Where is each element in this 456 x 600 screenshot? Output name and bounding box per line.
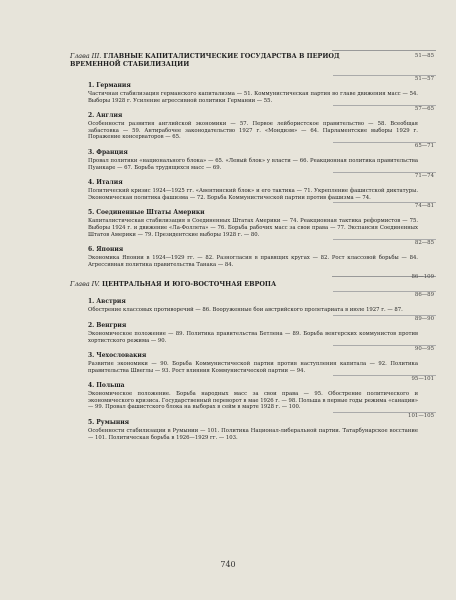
section-text: Политический кризис 1924—1925 гг. «Авентинский блок» и его тактика — 71. Укрепление фашистской диктатуры. Экономическая политика фашизма — 72. Борьба Коммунистической партии против фашизма — 74. (88, 188, 418, 201)
section-italy (88, 173, 434, 201)
section-pages: 90—95 (414, 346, 434, 353)
section-text: Обострение классовых противоречий — 86. Вооруженные бои австрийского пролетариата в июле 1927 г. — 87. (88, 307, 403, 314)
section-title: 5. Соединенные Штаты Америки (88, 209, 205, 217)
section-text: Развитие экономики — 90. Борьба Коммунистической партии против наступления капитала — 92. Политика правительства Швеглы — 93. Рост влияния Коммунистической партии — 94. (88, 361, 418, 374)
section-title: 1. Германия (88, 82, 131, 89)
section-text: Экономика Японии в 1924—1929 гг. — 82. Разногласия в правящих кругах — 82. Рост классовой борьбы — 84. Агрессивная политика правительства Танака — 84. (88, 255, 418, 268)
chapter-pages: 51—85 (414, 53, 434, 59)
section-title: 3. Франция (88, 148, 128, 156)
section-france (88, 142, 434, 171)
section-pages: 71—74 (414, 173, 434, 180)
section-pages: 65—71 (414, 142, 434, 149)
section-czechoslovakia (88, 346, 434, 374)
chapter-number: Глава III. (70, 52, 102, 60)
section-pages: 57—65 (414, 106, 434, 113)
section-austria (88, 292, 434, 314)
section-pages: 82—85 (414, 240, 434, 247)
section-pages: 89—90 (414, 315, 434, 322)
page-number: 740 (220, 560, 236, 569)
section-title: 5. Румыния (88, 419, 130, 427)
section-text: Частичная стабилизация германского капитализма — 51. Коммунистическая партия во главе движения масс — 54. Выборы 1928 г. Усиление агрессивной политики Германии — 55. (88, 91, 418, 104)
section-title: 4. Польша (88, 382, 125, 390)
section-text: Особенности развития английской экономики — 57. Первое лейбористское правительство — 58. Всеобщая забастовка — 59. Антирабочее законодательство 1927 г. «Мондизм» — 64. Парламентские выборы 1929 г. Поражение консерваторов — 65. (88, 121, 418, 141)
section-text: Экономическое положение — 89. Политика правительства Бетлена — 89. Борьба венгерских коммунистов против хортистского режима — 90. (88, 330, 418, 344)
section-pages: 86—89 (414, 292, 434, 299)
section-title: 2. Англия (88, 112, 123, 120)
section-germany (88, 76, 434, 104)
chapter-number: Глава IV. (70, 280, 100, 289)
section-hungary (88, 315, 434, 344)
section-title: 2. Венгрия (88, 321, 127, 329)
chapter-heading: ЦЕНТРАЛЬНАЯ И ЮГО-ВОСТОЧНАЯ ЕВРОПА (101, 280, 277, 289)
chapter-pages: 86—109 (411, 274, 434, 281)
chapter-heading: ГЛАВНЫЕ КАПИТАЛИСТИЧЕСКИЕ ГОСУДАРСТВА В ПЕРИОД ВРЕМЕННОЙ СТАБИЛИЗАЦИИ (70, 52, 340, 68)
chapter-title (70, 280, 382, 288)
section-romania (88, 413, 434, 441)
section-title: 6. Япония (88, 246, 124, 254)
section-title: 3. Чехословакия (88, 352, 147, 360)
section-text: Экономическое положение. Борьба народных масс за свои права — 95. Обострение политического и экономического кризиса. Государственный переворот в мае 1926 г. — 98. Польша в первые годы режима «санации» — 99. Провал фашистского блока на выборах в сейм в марте 1928 г. — 100. (88, 391, 418, 411)
chapter-4 (70, 274, 434, 441)
section-text: Особенности стабилизации в Румынии — 101. Политика Национал-либеральной партии. Татарбунарское восстание — 101. Политическая борьба в 1926—1929 гг. — 103. (88, 428, 418, 441)
section-pages: 95—101 (411, 376, 434, 383)
chapter-3 (70, 52, 434, 268)
section-text: Провал политики «национального блока» — 65. «Левый блок» у власти — 66. Реакционная политика правительства Пуанкаре — 67. Борьба трудящихся масс — 69. (88, 157, 418, 171)
section-japan (88, 240, 434, 268)
section-england (88, 106, 434, 141)
section-pages: 51—57 (414, 76, 434, 82)
section-title: 4. Италия (88, 179, 123, 187)
section-usa (88, 203, 434, 238)
section-pages: 101—105 (408, 413, 434, 420)
section-poland (88, 376, 434, 411)
table-of-contents (70, 52, 434, 445)
chapter-title (70, 52, 382, 68)
section-pages: 74—81 (414, 203, 434, 210)
chapter-rule (332, 50, 436, 51)
section-text: Капиталистическая стабилизация в Соединенных Штатах Америки — 74. Реакционная тактика реформистов — 75. Выборы 1924 г. и движение «Ла-Фоллета» — 76. Борьба рабочих масс за свои права — 77. Экспансия Соединенных Штатов Америки — 79. Президентские выборы 1928 г. — 80. (88, 218, 418, 238)
section-title: 1. Австрия (88, 298, 126, 306)
